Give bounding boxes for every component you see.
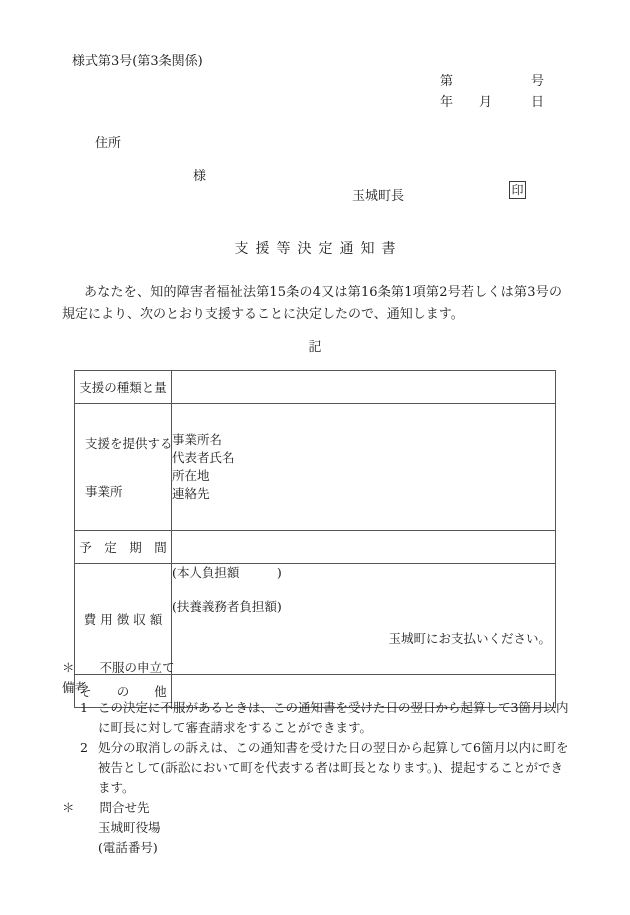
provider-location: 所在地: [172, 468, 210, 483]
seal-stamp-icon: 印: [509, 181, 526, 199]
note-item-2-line-3: ます。: [98, 780, 135, 795]
row-label-provider-line-2: 事業所: [85, 484, 123, 499]
payment-instruction: 玉城町にお支払いください。: [388, 631, 551, 646]
note-item-2: [62, 738, 572, 758]
table-row: [75, 371, 556, 404]
note-item-1-line-1: この決定に不服があるときは、この通知書を受けた日の翌日から起算して3箇月以内: [98, 700, 569, 715]
contact-phone: (電話番号): [98, 840, 158, 855]
issuer-name: 玉城町長: [352, 189, 405, 204]
appeal-heading: ＊ 不服の申立て: [62, 660, 175, 675]
page-title: 支援等決定通知書: [234, 241, 403, 257]
ki-marker: 記: [308, 340, 322, 355]
table-row: [75, 531, 556, 564]
row-label-provider: [75, 404, 172, 531]
contact-heading: ＊ 問合せ先: [62, 800, 150, 815]
row-value-provider: [172, 404, 556, 531]
note-item-1-line-2: に町長に対して審査請求をすることができます。: [98, 720, 373, 735]
document-number-line: 第 号: [440, 74, 545, 89]
recipient-honorific: 様: [193, 169, 207, 184]
personal-burden-amount: (本人負担額 ): [172, 565, 282, 580]
row-label-support-type: 支援の種類と量: [75, 371, 172, 404]
document-date-line: 年 月 日: [440, 95, 545, 110]
note-item-2-number: 2: [80, 740, 88, 755]
note-item-2-line-1: 処分の取消しの訴えは、この通知書を受けた日の翌日から起算して6箇月以内に町を: [98, 740, 569, 755]
body-paragraph: あなたを、知的障害者福祉法第15条の4又は第16条第1項第2号若しくは第3号の規定により、次のとおり支援することに決定したので、通知します。: [62, 285, 562, 322]
issuer-block: [352, 184, 532, 204]
note-item-2-line-2: 被告として(訴訟において町を代表する者は町長となります。)、提起することができ: [98, 760, 564, 775]
row-label-other: そ の 他: [75, 675, 172, 708]
spacer: [172, 582, 555, 598]
note-item-1-number: 1: [80, 700, 88, 715]
row-label-provider-line-1: 支援を提供する: [85, 436, 173, 451]
contact-office: 玉城町役場: [98, 820, 161, 835]
address-label: 住所: [95, 136, 122, 151]
dependant-burden-amount: (扶養義務者負担額): [172, 599, 282, 614]
provider-office-name: 事業所名: [172, 432, 223, 447]
row-label-period: 予 定 期 間: [75, 531, 172, 564]
note-item-1: [62, 698, 572, 718]
notes-section: [62, 658, 572, 858]
row-value-support-type: [172, 371, 556, 404]
row-value-period: [172, 531, 556, 564]
provider-contact: 連絡先: [172, 486, 210, 501]
row-label-collection-amount: 費 用 徴 収 額: [75, 564, 172, 675]
remarks-heading: 備考: [62, 680, 88, 695]
provider-representative-name: 代表者氏名: [172, 450, 235, 465]
table-row: [75, 404, 556, 531]
form-number: 様式第3号(第3条関係): [72, 54, 203, 69]
